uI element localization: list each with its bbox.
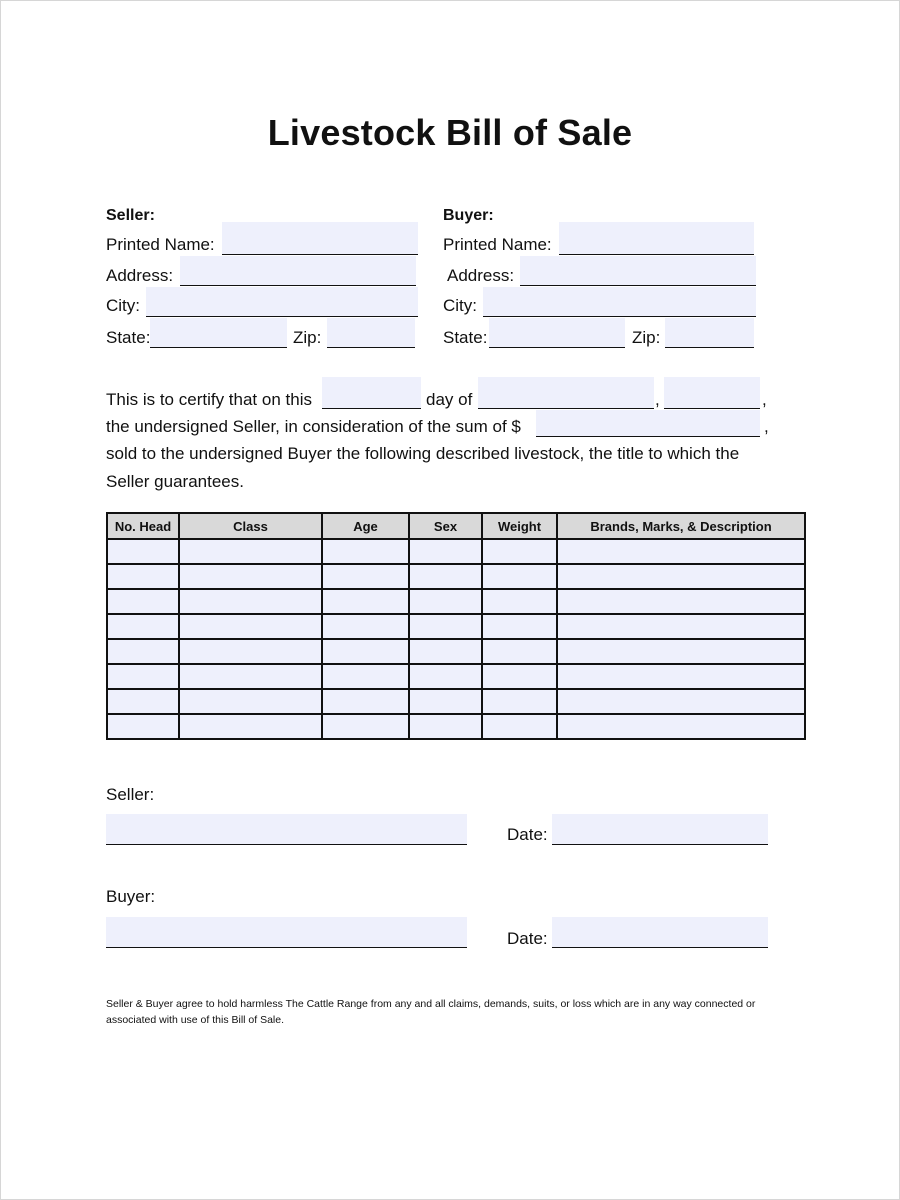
certify-year-field[interactable] xyxy=(664,377,760,409)
column-header: Class xyxy=(179,513,322,539)
table-cell[interactable] xyxy=(322,714,409,739)
table-cell[interactable] xyxy=(557,639,805,664)
table-cell[interactable] xyxy=(107,714,179,739)
column-header: Sex xyxy=(409,513,482,539)
certify-line-1-start: This is to certify that on this xyxy=(106,390,312,409)
table-cell[interactable] xyxy=(409,589,482,614)
table-cell[interactable] xyxy=(179,689,322,714)
seller-state-field[interactable] xyxy=(150,318,287,348)
table-cell[interactable] xyxy=(107,614,179,639)
seller-zip-field[interactable] xyxy=(327,318,415,348)
seller-printed-name-field[interactable] xyxy=(222,222,418,255)
table-cell[interactable] xyxy=(409,714,482,739)
table-cell[interactable] xyxy=(179,714,322,739)
table-cell[interactable] xyxy=(482,714,557,739)
buyer-signature-field[interactable] xyxy=(106,917,467,948)
table-cell[interactable] xyxy=(557,614,805,639)
column-header: Weight xyxy=(482,513,557,539)
certify-line-4: Seller guarantees. xyxy=(106,472,244,491)
table-cell[interactable] xyxy=(107,589,179,614)
table-cell[interactable] xyxy=(557,564,805,589)
buyer-zip-label: Zip: xyxy=(632,328,661,347)
table-cell[interactable] xyxy=(322,614,409,639)
certify-comma-2: , xyxy=(762,390,767,409)
table-cell[interactable] xyxy=(409,664,482,689)
buyer-signature-label: Buyer: xyxy=(106,887,156,906)
table-cell[interactable] xyxy=(322,689,409,714)
seller-printed-name-label: Printed Name: xyxy=(106,235,215,254)
table-cell[interactable] xyxy=(322,664,409,689)
table-cell[interactable] xyxy=(179,589,322,614)
column-header: Age xyxy=(322,513,409,539)
table-row xyxy=(107,589,805,614)
table-cell[interactable] xyxy=(482,564,557,589)
table-cell[interactable] xyxy=(107,539,179,564)
table-cell[interactable] xyxy=(179,664,322,689)
buyer-city-label: City: xyxy=(443,296,477,315)
table-body xyxy=(107,539,805,739)
table-row xyxy=(107,564,805,589)
table-cell[interactable] xyxy=(107,564,179,589)
certify-day-field[interactable] xyxy=(322,377,421,409)
certify-month-field[interactable] xyxy=(478,377,654,409)
table-header-row xyxy=(107,513,805,539)
table-cell[interactable] xyxy=(557,539,805,564)
table-row xyxy=(107,664,805,689)
buyer-state-field[interactable] xyxy=(489,318,625,348)
table-cell[interactable] xyxy=(322,639,409,664)
table-cell[interactable] xyxy=(482,664,557,689)
table-cell[interactable] xyxy=(107,689,179,714)
certify-day-of-label: day of xyxy=(426,390,473,409)
table-cell[interactable] xyxy=(482,689,557,714)
buyer-state-label: State: xyxy=(443,328,488,347)
seller-signature-field[interactable] xyxy=(106,814,467,845)
table-cell[interactable] xyxy=(482,639,557,664)
table-cell[interactable] xyxy=(179,614,322,639)
table-cell[interactable] xyxy=(107,639,179,664)
seller-date-field[interactable] xyxy=(552,814,768,845)
table-cell[interactable] xyxy=(179,564,322,589)
table-cell[interactable] xyxy=(107,664,179,689)
table-cell[interactable] xyxy=(557,664,805,689)
column-header: No. Head xyxy=(107,513,179,539)
table-row xyxy=(107,689,805,714)
table-cell[interactable] xyxy=(482,539,557,564)
table-cell[interactable] xyxy=(409,539,482,564)
table-cell[interactable] xyxy=(482,614,557,639)
table-row xyxy=(107,639,805,664)
seller-heading: Seller: xyxy=(106,207,155,224)
buyer-printed-name-field[interactable] xyxy=(559,222,754,255)
buyer-date-label: Date: xyxy=(507,929,548,948)
buyer-printed-name-label: Printed Name: xyxy=(443,235,552,254)
certify-comma-1: , xyxy=(655,390,660,409)
seller-address-label: Address: xyxy=(106,266,174,285)
table-row xyxy=(107,614,805,639)
table-cell[interactable] xyxy=(179,539,322,564)
table-cell[interactable] xyxy=(557,714,805,739)
buyer-city-field[interactable] xyxy=(483,287,756,317)
seller-signature-label: Seller: xyxy=(106,785,155,804)
table-cell[interactable] xyxy=(179,639,322,664)
livestock-table xyxy=(106,512,806,740)
table-cell[interactable] xyxy=(557,589,805,614)
seller-zip-label: Zip: xyxy=(293,328,322,347)
seller-address-field[interactable] xyxy=(180,256,416,286)
table-row xyxy=(107,714,805,739)
certify-sum-field[interactable] xyxy=(536,410,760,437)
table-cell[interactable] xyxy=(409,614,482,639)
certify-comma-3: , xyxy=(764,417,769,436)
column-header: Brands, Marks, & Description xyxy=(557,513,805,539)
table-cell[interactable] xyxy=(409,639,482,664)
table-cell[interactable] xyxy=(409,689,482,714)
page-title: Livestock Bill of Sale xyxy=(267,112,633,153)
footer-disclaimer: Seller & Buyer agree to hold harmless The Cattle Range from any and all claims, demands, suits, or loss which are in any way connected or associated with use of this Bill of Sale. xyxy=(106,998,756,1026)
seller-date-label: Date: xyxy=(507,825,548,844)
seller-city-label: City: xyxy=(106,296,140,315)
buyer-heading: Buyer: xyxy=(443,207,494,224)
certify-line-2: the undersigned Seller, in consideration of the sum of $ xyxy=(106,417,521,436)
seller-state-label: State: xyxy=(106,328,151,347)
buyer-address-label: Address: xyxy=(447,266,515,285)
table-cell[interactable] xyxy=(482,589,557,614)
seller-city-field[interactable] xyxy=(146,287,418,317)
buyer-zip-field[interactable] xyxy=(665,318,754,348)
buyer-address-field[interactable] xyxy=(520,256,756,286)
table-cell[interactable] xyxy=(557,689,805,714)
table-cell[interactable] xyxy=(322,589,409,614)
table-row xyxy=(107,539,805,564)
table-cell[interactable] xyxy=(322,539,409,564)
table-cell[interactable] xyxy=(409,564,482,589)
table-cell[interactable] xyxy=(322,564,409,589)
certify-line-3: sold to the undersigned Buyer the following described livestock, the title to which the xyxy=(106,444,740,463)
buyer-date-field[interactable] xyxy=(552,917,768,948)
